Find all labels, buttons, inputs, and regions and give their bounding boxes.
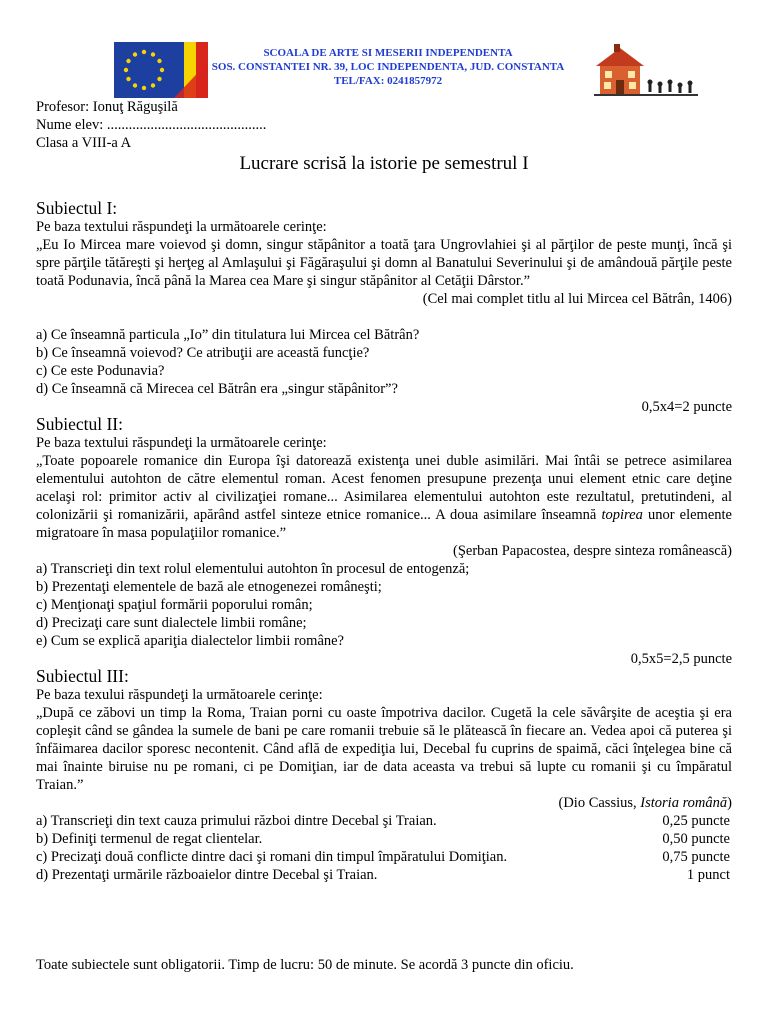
subject-2-points: 0,5x5=2,5 puncte xyxy=(630,651,732,667)
subject-2 xyxy=(36,414,732,668)
subject-2-intro: Pe baza textului răspundeţi la următoarele cerinţe: xyxy=(36,435,327,451)
question-points: 0,75 puncte xyxy=(662,849,730,865)
subject-2-question: d) Precizaţi care sunt dialectele limbii române; xyxy=(36,615,307,631)
school-info xyxy=(186,46,590,88)
emphasis-word: topirea xyxy=(601,507,643,523)
exam-instructions: Toate subiectele sunt obligatorii. Timp de lucru: 50 de minute. Se acordă 3 puncte din oficiu. xyxy=(36,957,574,973)
subject-3-question: c) Precizaţi două conflicte dintre daci şi romani din timpul împăratului Domiţian. 0,75 puncte xyxy=(36,849,730,865)
subject-3-quote: „După ce zăbovi un timp la Roma, Traian porni cu oaste împotriva dacilor. Cugetă la cele săvârşite de aceştia şi era copleşit când se gândea la sumele de bani pe care romanii trebuie să le plătească în fiecare an. Vedea apoi că puterea şi înfăimarea dacilor sporesc necontenit. Când află de expediţia lui, Decebal fu cuprins de spaimă, căci înţelegea bine că mai înainte biruise nu pe romani, ci pe Domiţian, iar de data aceasta va trebui să lupte cu romanii şi cu împăratul Traian.” xyxy=(36,705,732,793)
subject-1-quote: „Eu Io Mircea mare voievod şi domn, singur stăpânitor a toată ţara Ungrovlahiei şi al părţilor de peste munţi, încă şi spre părţile tătăreşti şi herţeg al Amlaşului şi Făgăraşului şi domn al Banatului Severinului şi de amândouă părţile peste toată Podunavia, încă până la Marea cea Mare şi singur stăpânitor al Cetăţii Dârstor.” xyxy=(36,237,732,289)
page-title: Lucrare scrisă la istorie pe semestrul I xyxy=(239,153,529,174)
subject-3 xyxy=(36,666,732,884)
subject-1-question: b) Ce înseamnă voievod? Ce atribuţii are această funcţie? xyxy=(36,345,370,361)
school-building-logo xyxy=(584,44,702,100)
subject-3-question: a) Transcrieţi din text cauza primului război dintre Decebal şi Traian. 0,25 puncte xyxy=(36,813,730,829)
subject-1-question: d) Ce înseamnă că Mirecea cel Bătrân era „singur stăpânitor”? xyxy=(36,381,398,397)
exam-meta xyxy=(36,98,266,152)
subject-1-title: Subiectul I: xyxy=(36,198,118,218)
exam-page xyxy=(36,0,732,1024)
subject-1 xyxy=(36,198,732,416)
subject-3-title: Subiectul III: xyxy=(36,666,129,686)
class-name: Clasa a VIII-a A xyxy=(36,135,132,151)
student-name-line: Nume elev: ............................................ xyxy=(36,117,267,133)
subject-2-question: c) Menţionaţi spaţiul formării poporului român; xyxy=(36,597,313,613)
subject-3-question: d) Prezentaţi urmările războaielor dintre Decebal şi Traian. 1 punct xyxy=(36,867,730,883)
subject-2-quote: „Toate popoarele romanice din Europa îşi datorează existenţa unei duble asimilări. Mai întâi se petrece asimilarea elementului autohton de către elementul roman. Acest fenomen presupune prezenţa unui element etnic care deţine acelaşi rol: primitor activ al civilizaţiei romane... Asimilarea elementului autohton este rezultatul, pretutindeni, al colonizării şi romanizării, apărând astfel sinteze etnice romanice... A doua asimilare înseamnă topirea unor elemente migratoare în masa populaţiilor romanice.” xyxy=(36,453,732,541)
subject-3-source: (Dio Cassius, Istoria română) xyxy=(558,795,732,811)
question-points: 0,25 puncte xyxy=(662,813,730,829)
book-title: Istoria română xyxy=(640,795,728,811)
teacher-name: Profesor: Ionuţ Răguşilă xyxy=(36,99,178,115)
subject-1-points: 0,5x4=2 puncte xyxy=(641,399,732,415)
subject-1-source: (Cel mai complet titlu al lui Mircea cel Bătrân, 1406) xyxy=(422,291,732,307)
subject-1-question: a) Ce înseamnă particula „Io” din titulatura lui Mircea cel Bătrân? xyxy=(36,327,420,343)
subject-3-intro: Pe baza texului răspundeţi la următoarele cerinţe: xyxy=(36,687,323,703)
subject-1-question: c) Ce este Podunavia? xyxy=(36,363,165,379)
question-points: 0,50 puncte xyxy=(662,831,730,847)
subject-3-question: b) Definiţi termenul de regat clientelar. 0,50 puncte xyxy=(36,831,730,847)
subject-2-title: Subiectul II: xyxy=(36,414,123,434)
question-points: 1 punct xyxy=(686,867,730,883)
subject-2-question: e) Cum se explică apariţia dialectelor limbii române? xyxy=(36,633,344,649)
subject-2-source: (Şerban Papacostea, despre sinteza românească) xyxy=(453,543,732,559)
subject-2-question: b) Prezentaţi elementele de bază ale etnogenezei româneşti; xyxy=(36,579,382,595)
school-phone: TEL/FAX: 0241857972 xyxy=(333,75,443,87)
school-name: SCOALA DE ARTE SI MESERII INDEPENDENTA xyxy=(263,47,513,59)
subject-2-question: a) Transcrieţi din text rolul elementului autohton în procesul de entogenză; xyxy=(36,561,470,577)
school-address: SOS. CONSTANTEI NR. 39, LOC INDEPENDENTA, JUD. CONSTANTA xyxy=(211,61,565,73)
subject-1-intro: Pe baza textului răspundeţi la următoarele cerinţe: xyxy=(36,219,327,235)
